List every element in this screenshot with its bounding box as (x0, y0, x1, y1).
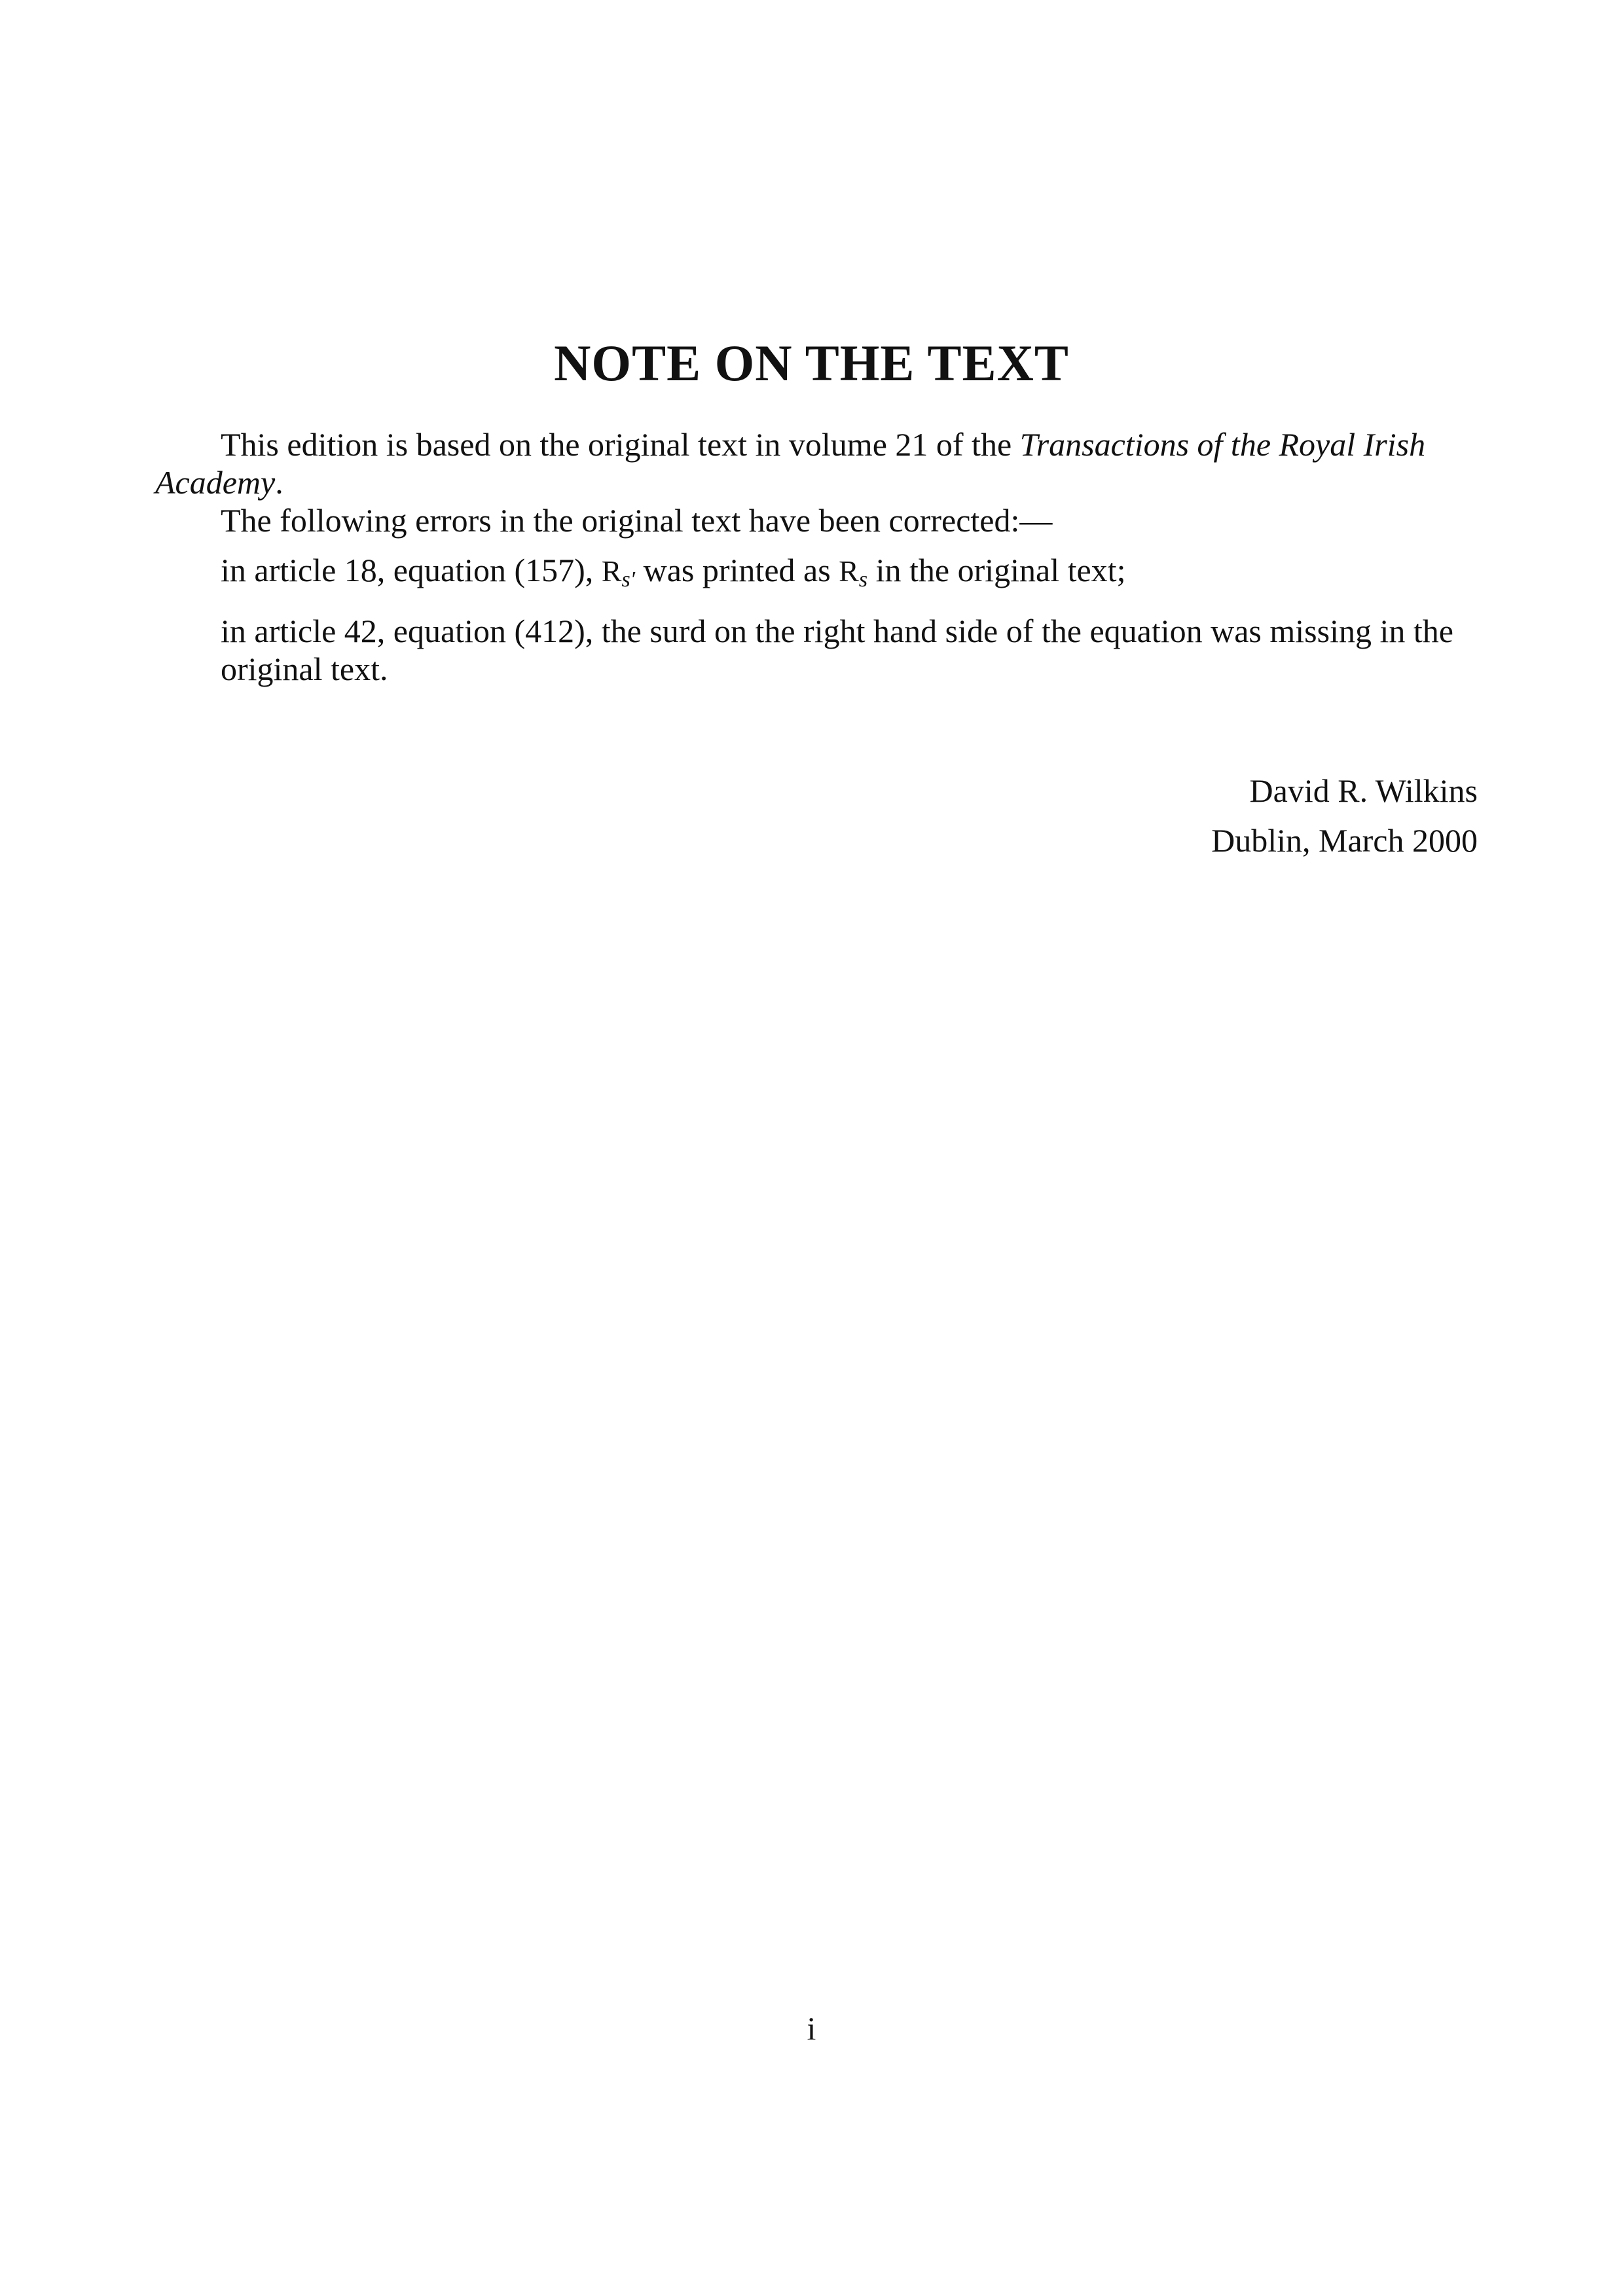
subscript-s: s (858, 567, 868, 592)
symbol-r: R (601, 554, 622, 588)
page-number: i (807, 2010, 816, 2047)
page-title: NOTE ON THE TEXT (554, 334, 1069, 391)
correction-1-before: in article 18, equation (157), (221, 552, 602, 588)
corrections-heading: The following errors in the original text have been corrected:— (221, 502, 1053, 539)
correction-item-2: in article 42, equation (412), the surd on the right hand side of the equation was missing in the original text. (221, 613, 1453, 687)
note-body (155, 425, 1478, 688)
author-name: David R. Wilkins (1249, 772, 1478, 809)
subscript-s-prime: s′ (621, 567, 636, 592)
place-date: Dublin, March 2000 (1211, 822, 1478, 859)
symbol-r: R (839, 554, 859, 588)
correction-1-after: in the original text; (867, 552, 1126, 588)
intro-text-after: . (275, 464, 283, 501)
correction-item-1 (221, 551, 1478, 599)
correction-1-middle: was printed as (635, 552, 839, 588)
intro-text-before: This edition is based on the original text in volume 21 of the (221, 426, 1020, 463)
journal-title: Transactions of the Royal Irish Academy (155, 426, 1426, 501)
intro-paragraph (155, 425, 1478, 501)
signature-block (1211, 766, 1478, 865)
